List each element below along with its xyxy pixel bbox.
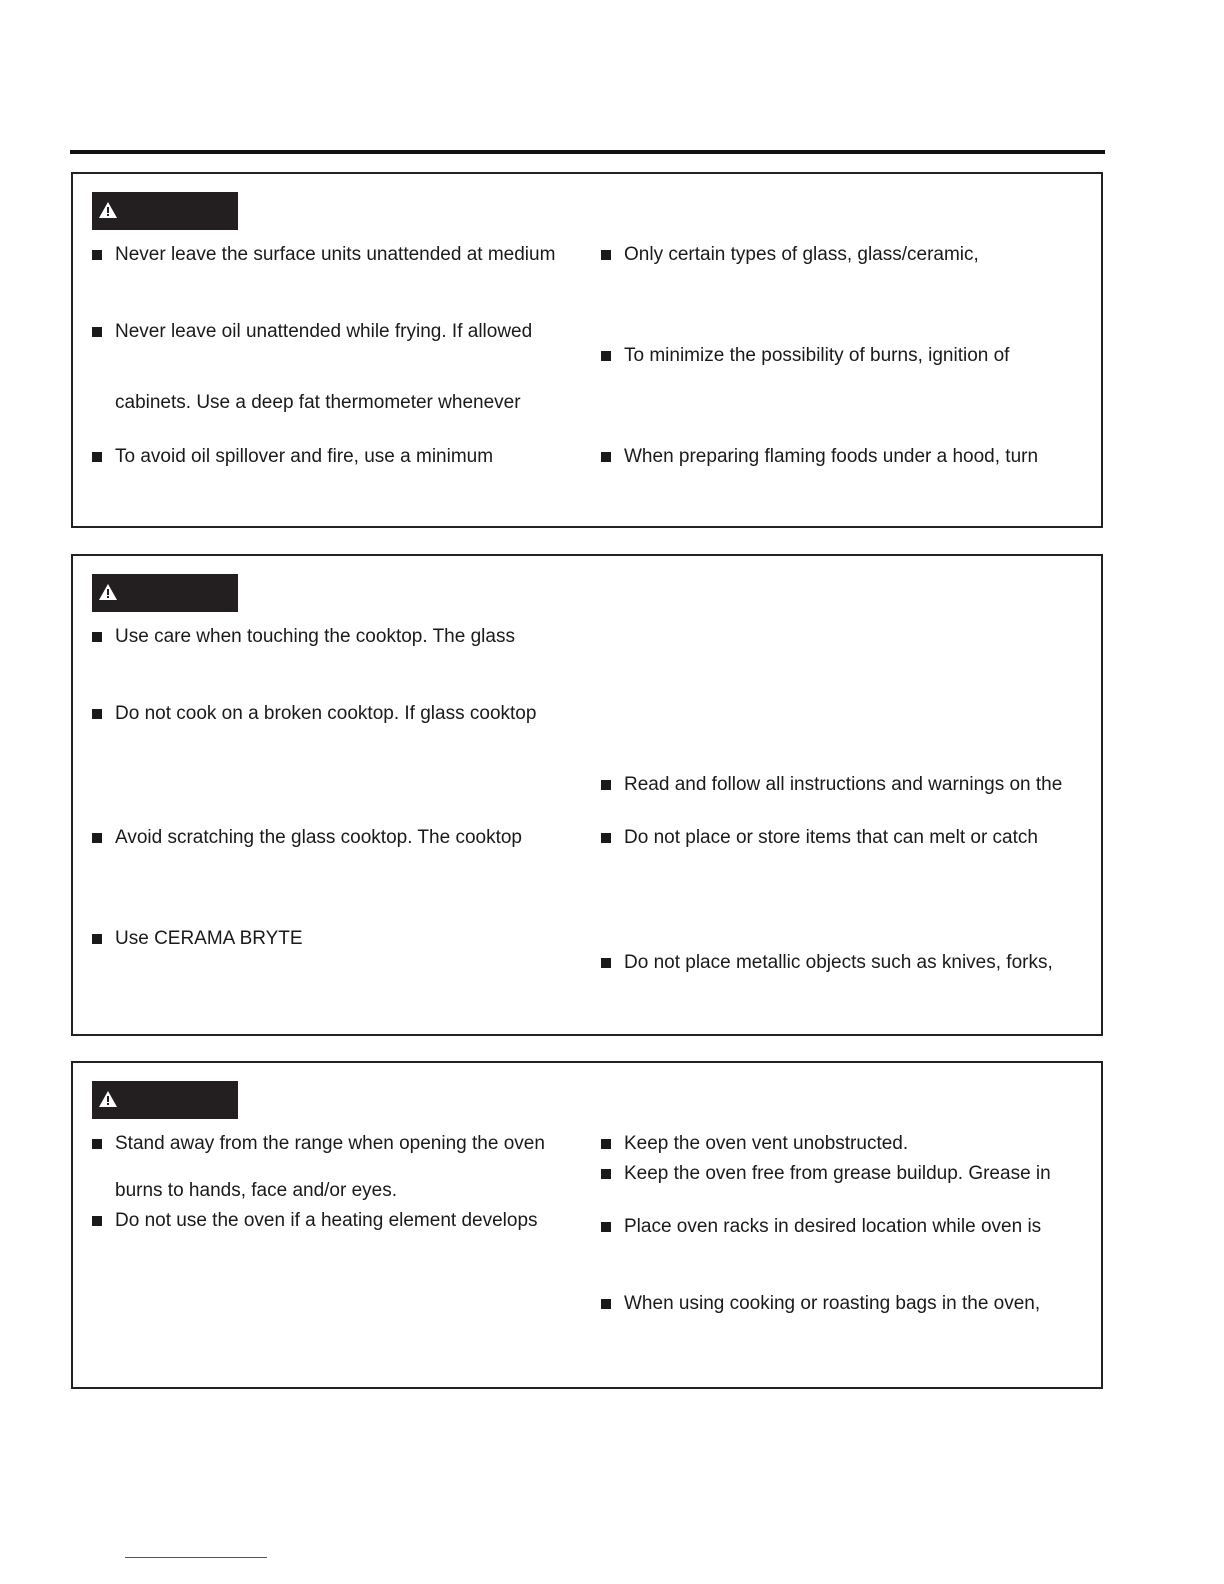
list-item-continuation: burns to hands, face and/or eyes. (115, 1180, 398, 1201)
list-item: To minimize the possibility of burns, ignition of (624, 345, 1009, 367)
warning-box-surface (71, 172, 1103, 528)
bullet-square-icon (601, 780, 611, 790)
warning-box-cooktop (71, 554, 1103, 1036)
list-item: When preparing flaming foods under a hood, turn (624, 446, 1038, 468)
list-item: Use CERAMA BRYTE (115, 928, 303, 950)
bullet-square-icon (92, 934, 102, 944)
warning-box-oven (71, 1061, 1103, 1389)
bullet-square-icon (601, 250, 611, 260)
list-item: Do not use the oven if a heating element develops (115, 1210, 538, 1232)
warning-badge (92, 1081, 238, 1119)
bullet-square-icon (92, 833, 102, 843)
bullet-square-icon (92, 632, 102, 642)
list-item: Read and follow all instructions and warnings on the (624, 774, 1062, 796)
warning-triangle-icon (99, 1091, 117, 1107)
list-item: To avoid oil spillover and fire, use a minimum (115, 446, 493, 468)
list-item: Do not place or store items that can melt or catch (624, 827, 1038, 849)
bullet-square-icon (601, 833, 611, 843)
list-item: Never leave oil unattended while frying. If allowed (115, 321, 532, 343)
bullet-square-icon (92, 452, 102, 462)
warning-badge (92, 574, 238, 612)
bullet-square-icon (601, 1169, 611, 1179)
bullet-square-icon (601, 1299, 611, 1309)
list-item: Use care when touching the cooktop. The glass (115, 626, 515, 648)
bullet-square-icon (601, 452, 611, 462)
list-item: When using cooking or roasting bags in the oven, (624, 1293, 1040, 1315)
warning-badge (92, 192, 238, 230)
bullet-square-icon (92, 327, 102, 337)
list-item: Do not place metallic objects such as knives, forks, (624, 952, 1053, 974)
bullet-square-icon (92, 709, 102, 719)
list-item: Stand away from the range when opening the oven (115, 1133, 545, 1155)
list-item: Avoid scratching the glass cooktop. The cooktop (115, 827, 522, 849)
list-item: Do not cook on a broken cooktop. If glass cooktop (115, 703, 536, 725)
list-item: Keep the oven vent unobstructed. (624, 1133, 908, 1155)
warning-triangle-icon (99, 202, 117, 218)
list-item: Keep the oven free from grease buildup. Grease in (624, 1163, 1051, 1185)
footer-link-underline[interactable] (125, 1557, 267, 1558)
warning-triangle-icon (99, 584, 117, 600)
list-item: Only certain types of glass, glass/ceramic, (624, 244, 979, 266)
bullet-square-icon (92, 1216, 102, 1226)
bullet-square-icon (601, 351, 611, 361)
header-rule (70, 150, 1105, 154)
bullet-square-icon (601, 1139, 611, 1149)
bullet-square-icon (601, 1222, 611, 1232)
bullet-square-icon (601, 958, 611, 968)
list-item: Place oven racks in desired location while oven is (624, 1216, 1041, 1238)
list-item: Never leave the surface units unattended at medium (115, 244, 555, 266)
bullet-square-icon (92, 250, 102, 260)
bullet-square-icon (92, 1139, 102, 1149)
list-item-continuation: cabinets. Use a deep fat thermometer whenever (115, 392, 521, 413)
